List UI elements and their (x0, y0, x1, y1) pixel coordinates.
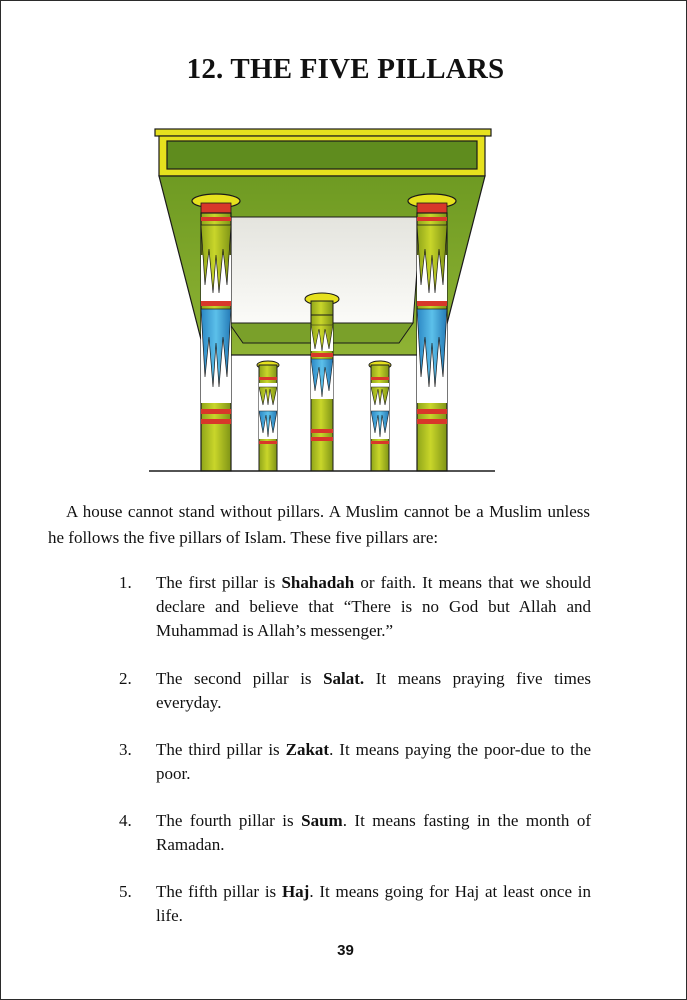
pillar-item-1 (119, 571, 591, 643)
pillar-item-5 (119, 880, 591, 928)
pillar-number: 4. (119, 811, 132, 830)
pillar-item-3 (119, 738, 591, 786)
intro-paragraph: A house cannot stand without pillars. A Muslim cannot be a Muslim unless he follows the five pillars of Islam. These five pillars are: (48, 502, 590, 547)
pillar-text: The fifth pillar is Haj. It means going for Haj at least once in life. (156, 882, 592, 925)
pillars-icon (149, 125, 495, 475)
page-number: 39 (337, 942, 354, 959)
five-pillars-illustration (149, 125, 495, 475)
page-title: 12. THE FIVE PILLARS (186, 53, 505, 85)
pillar-term: Haj (281, 882, 310, 901)
pillar-item-4 (119, 809, 591, 857)
pillar-term: Salat. (323, 669, 365, 688)
pillar-number: 3. (119, 740, 132, 759)
pillar-text: The first pillar is Shahadah or faith. It means that we should declare and believe that “There is no God but Allah and Muhammad is Allah’s messenger.” (156, 573, 592, 640)
pillar-number: 5. (119, 882, 132, 901)
pillar-text: The third pillar is Zakat. It means paying the poor-due to the poor. (156, 740, 591, 783)
pillar-item-2 (119, 667, 591, 715)
pillar-term: Zakat (285, 740, 330, 759)
pillar-text: The fourth pillar is Saum. It means fasting in the month of Ramadan. (156, 811, 591, 854)
pillar-term: Shahadah (281, 573, 355, 592)
pillar-text: The second pillar is Salat. It means praying five times everyday. (156, 669, 591, 712)
pillar-term: Saum (301, 811, 343, 830)
pillar-number: 2. (119, 669, 132, 688)
pillar-number: 1. (119, 573, 132, 592)
